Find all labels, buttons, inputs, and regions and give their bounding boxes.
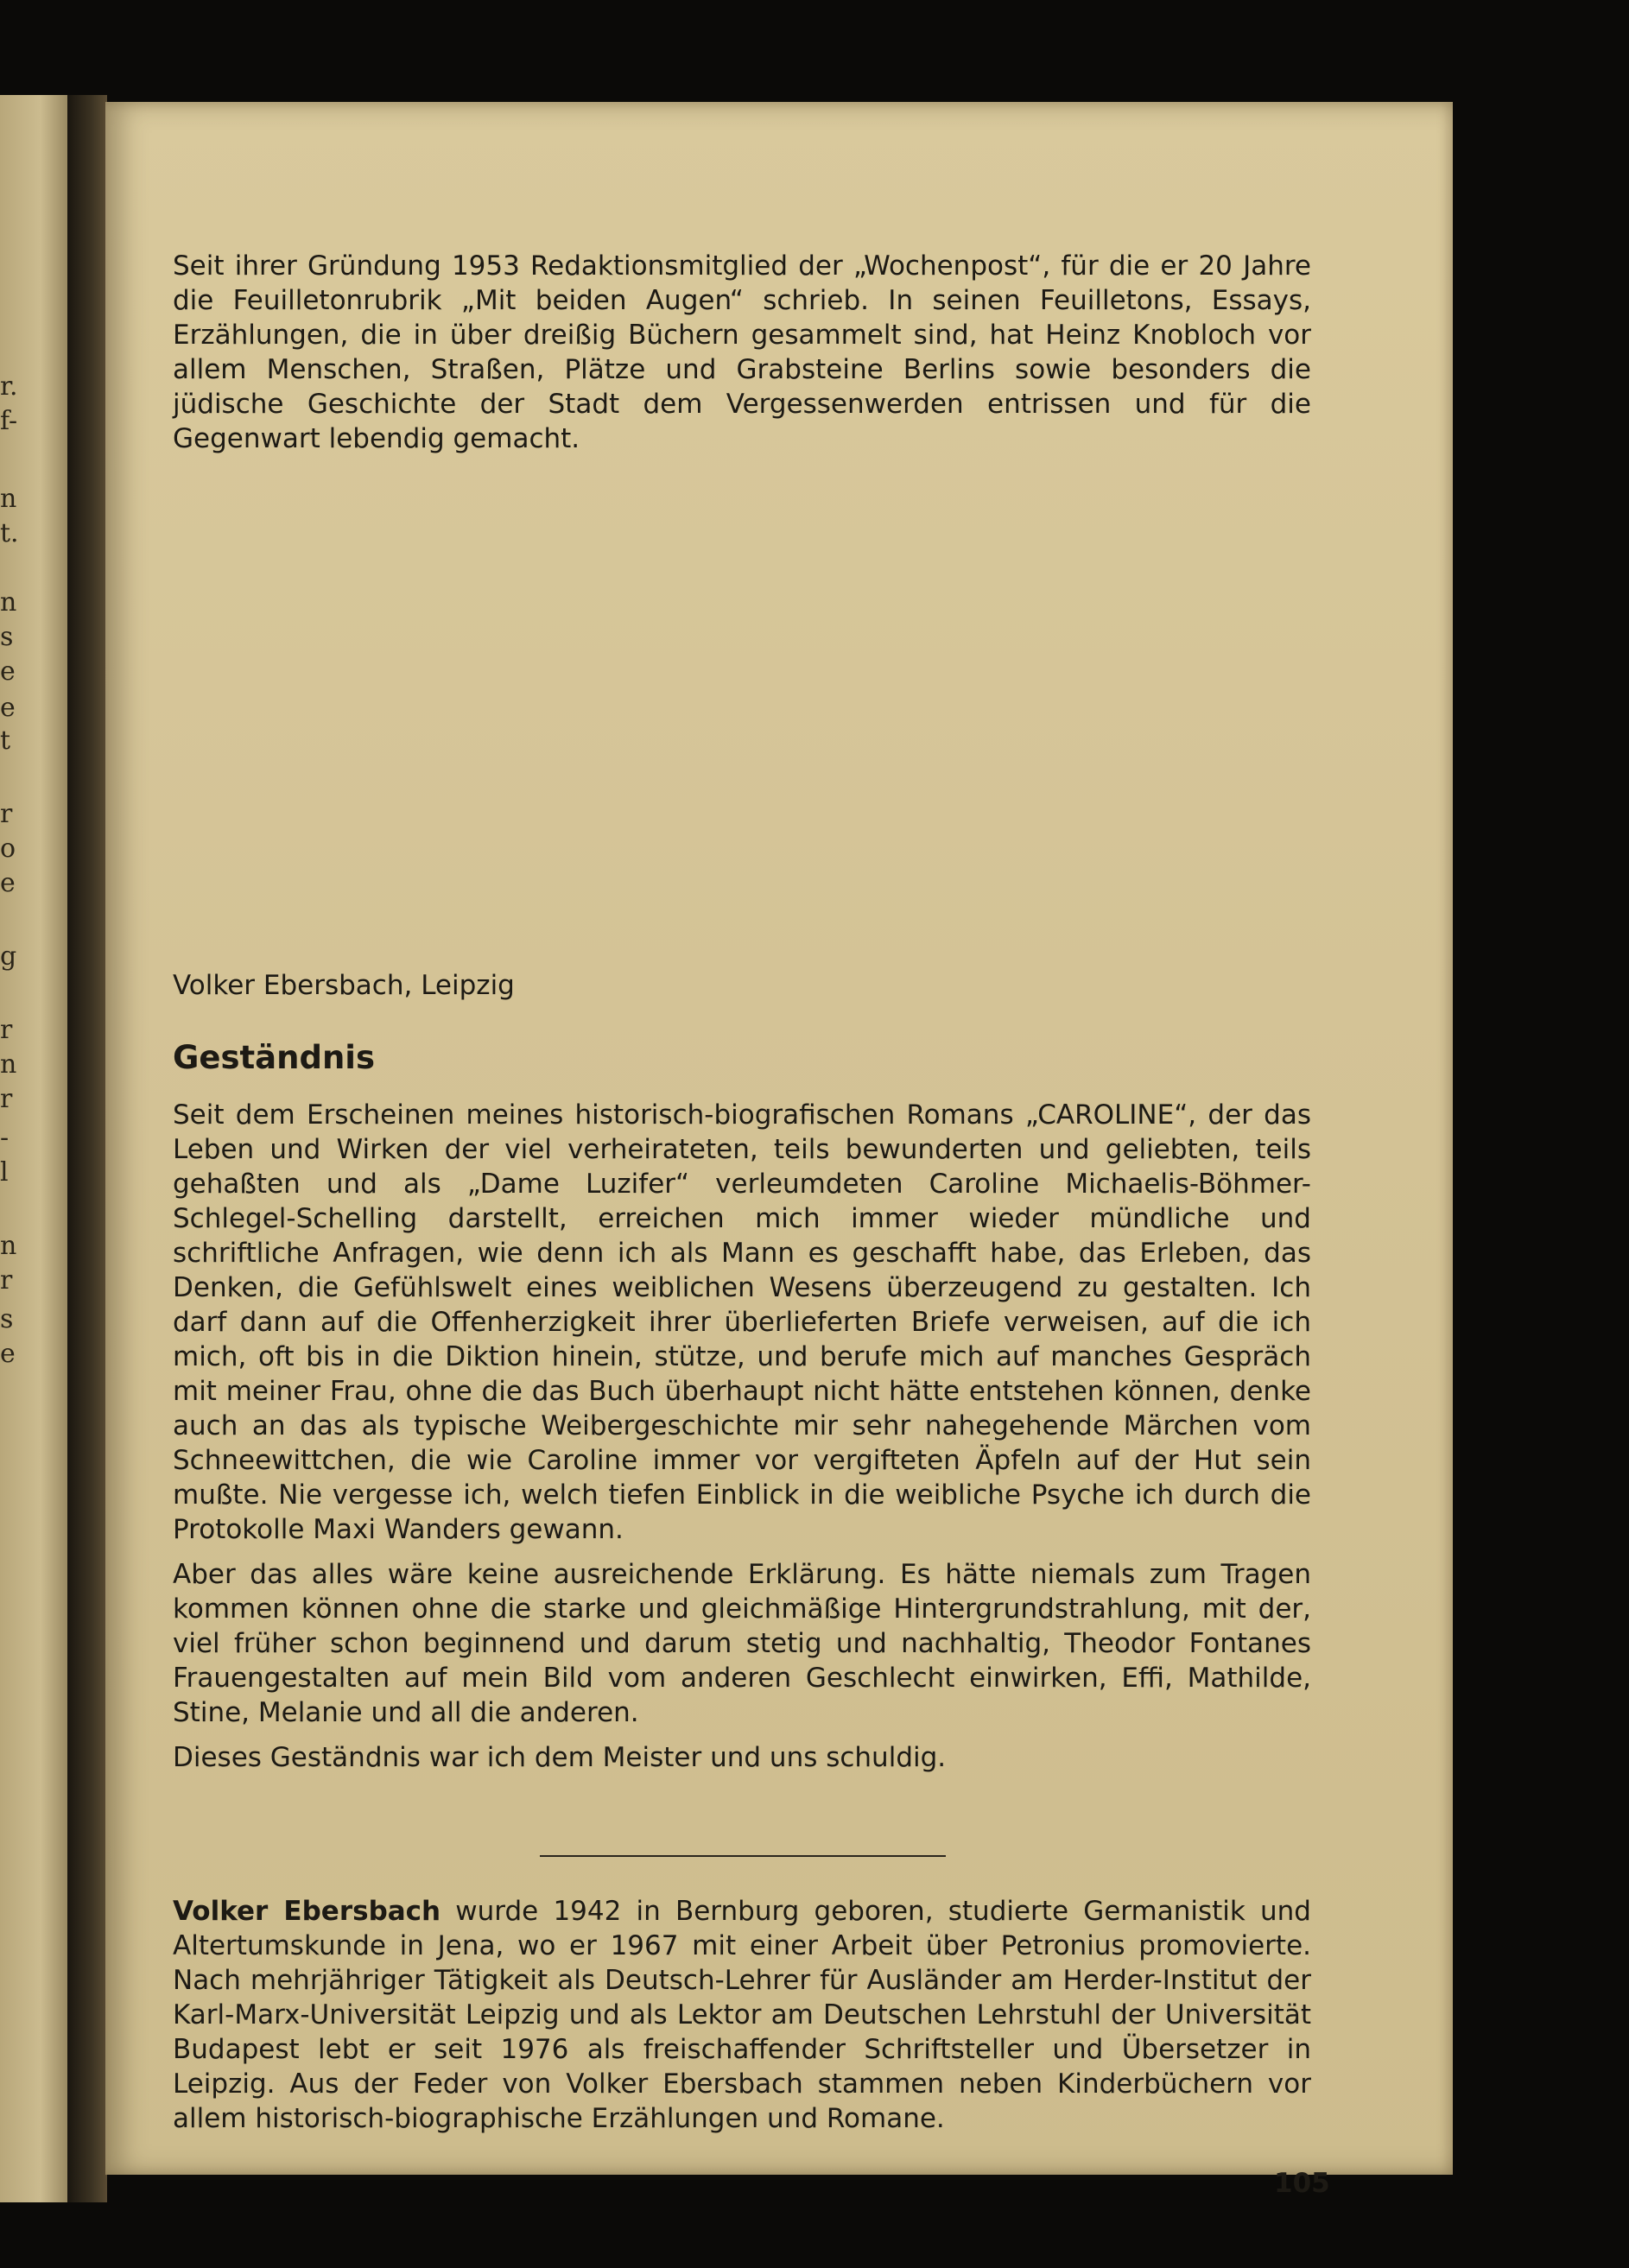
adjacent-page-fragment: n [0,484,17,514]
adjacent-page-fragment: r [0,799,13,829]
page-number: 105 [1274,2168,1330,2199]
intro-paragraph: Seit ihrer Gründung 1953 Redaktionsmitglied der „Wochenpost“, für die er 20 Jahre die Feuilletonrubrik „Mit beiden Augen“ schrieb. In seinen Feuilletons, Essays, Erzählungen, die in über dreißig Büchern gesammelt sind, hat Heinz Knobloch vor allem Menschen, Straßen, Plätze und Grabsteine Berlins sowie besonders die jüdische Geschichte der Stadt dem Vergessenwerden entrissen und für die Gegenwart lebendig gemacht. [173,250,1311,454]
section-divider [540,1855,946,1857]
adjacent-page-fragment: r [0,1015,13,1045]
essay-paragraph: Dieses Geständnis war ich dem Meister und uns schuldig. [173,1742,947,1773]
adjacent-page-fragment: n [0,587,17,618]
adjacent-page-fragment: s [0,622,14,652]
adjacent-page-fragment: r [0,1265,13,1296]
essay-body [173,1098,1311,1785]
adjacent-page-fragment: g [0,941,17,972]
book-page [105,102,1453,2199]
author-biography [173,1894,1311,2136]
essay-title: Geständnis [173,1039,376,1076]
adjacent-page-fragment: e [0,868,16,898]
adjacent-page-fragment: e [0,693,16,723]
adjacent-page-fragment: o [0,833,16,864]
bio-text: wurde 1942 in Bernburg geboren, studierte Germanistik und Altertumskunde in Jena, wo er 1967 mit einer Arbeit über Petronius promovierte. Nach mehrjähriger Tätigkeit als Deutsch-Lehrer für Ausländer am Herder-Institut der Karl-Marx-Universität Leipzig und als Lektor am Deutschen Lehrstuhl der Universität Budapest lebt er seit 1976 als freischaffender Schriftsteller und Übersetzer in Leipzig. Aus der Feder von Volker Ebersbach stammen neben Kinderbüchern vor allem historisch-biographische Erzählungen und Romane. [173,1896,1311,2134]
adjacent-page-fragment: r. [0,371,18,402]
adjacent-page-fragment: - [0,1123,10,1153]
adjacent-page-fragment: t. [0,518,19,548]
adjacent-page-fragment: l [0,1157,9,1188]
essay-paragraph: Seit dem Erscheinen meines historisch-biografischen Romans „CAROLINE“, der das Leben und Wirken der viel verheirateten, teils bewunderten und geliebten, teils gehaßten und als „Dame Luzifer“ verleumdeten Caroline Michaelis-Böhmer-Schlegel-Schelling darstellt, erreichen mich immer wieder mündliche und schriftliche Anfragen, wie denn ich als Mann es geschafft habe, das Erleben, das Denken, die Gefühlswelt eines weiblichen Wesens überzeugend zu gestalten. Ich darf dann auf die Offenherzigkeit ihrer überlieferten Briefe verweisen, auf die ich mich, oft bis in die Diktion hinein, stütze, und berufe mich auf manches Gespräch mit meiner Frau, ohne die das Buch überhaupt nicht hätte entstehen können, denke auch an das als typische Weibergeschichte mir sehr nahegehende Märchen vom Schneewittchen, die wie Caroline immer vor vergifteten Äpfeln auf der Hut sein mußte. Nie vergesse ich, welch tiefen Einblick in die weibliche Psyche ich durch die Protokolle Maxi Wanders gewann. [173,1099,1311,1545]
adjacent-page-fragment: e [0,656,16,687]
adjacent-page-fragment: s [0,1304,14,1334]
adjacent-page-fragment: r [0,1084,13,1114]
adjacent-page-fragment: n [0,1231,17,1261]
bio-author-name: Volker Ebersbach [173,1896,441,1927]
adjacent-page-fragment: f- [0,406,18,436]
essay-paragraph: Aber das alles wäre keine ausreichende Erklärung. Es hätte niemals zum Tragen kommen können ohne die starke und gleichmäßige Hintergrundstrahlung, mit der, viel früher schon beginnend und darum stetig und nachhaltig, Theodor Fontanes Frauengestalten auf mein Bild vom anderen Geschlecht einwirken, Effi, Mathilde, Stine, Melanie und all die anderen. [173,1559,1311,1728]
adjacent-page-fragment: e [0,1339,16,1369]
author-byline: Volker Ebersbach, Leipzig [173,970,515,1001]
adjacent-page-fragment: t [0,725,11,756]
adjacent-page-fragment: n [0,1049,17,1080]
book-gutter [67,95,107,2202]
